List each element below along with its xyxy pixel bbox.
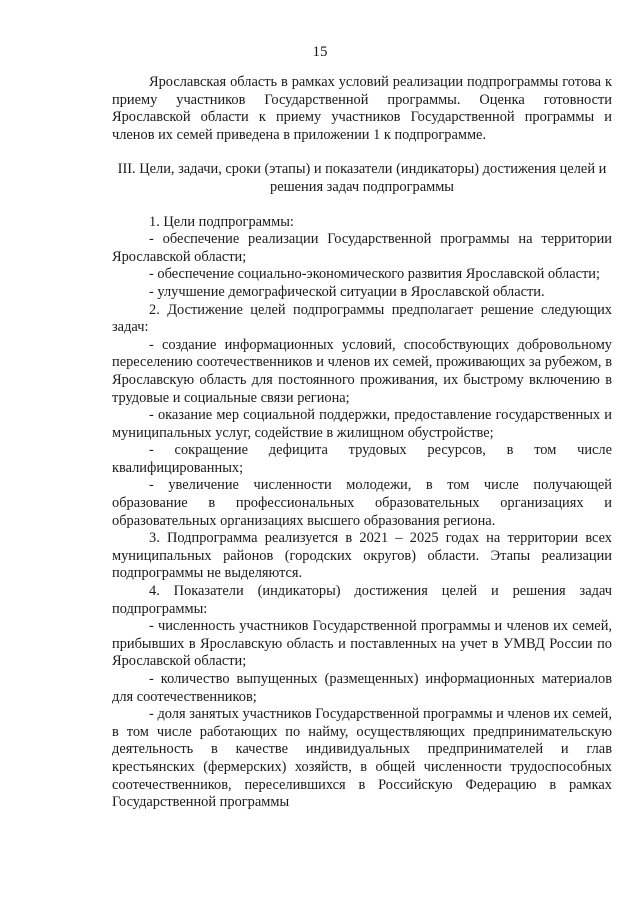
paragraph-region-readiness: Ярославская область в рамках условий реализации подпрограммы готова к приему участников Государственной программы. Оценка готовности Ярославской области к приему участников Государственной программы и членов их семей приведена в приложении 1 к подпрограмме. <box>112 74 612 143</box>
section-heading: III. Цели, задачи, сроки (этапы) и показатели (индикаторы) достижения целей и решения задач подпрограммы <box>117 161 607 195</box>
task-item: - увеличение численности молодежи, в том числе получающей образование в профессиональных образовательных организациях и образовательных организациях высшего образования региона. <box>112 477 612 529</box>
paragraph-implementation-period: 3. Подпрограмма реализуется в 2021 – 2025 годах на территории всех муниципальных районов (городских округов) области. Этапы реализации подпрограммы не выделяются. <box>112 530 612 582</box>
paragraph-tasks-title: 2. Достижение целей подпрограммы предполагает решение следующих задач: <box>112 301 612 336</box>
paragraph-indicators-title: 4. Показатели (индикаторы) достижения целей и решения задач подпрограммы: <box>112 583 612 617</box>
goal-item: - улучшение демографической ситуации в Ярославской области. <box>149 283 545 300</box>
task-item: - оказание мер социальной поддержки, предоставление государственных и муниципальных услуг, содействие в жилищном обустройстве; <box>112 407 612 441</box>
goal-item: - обеспечение реализации Государственной программы на территории Ярославской области; <box>112 231 612 265</box>
indicator-item: - доля занятых участников Государственной программы и членов их семей, в том числе работающих по найму, осуществляющих предпринимательскую деятельность в качестве индивидуальных предпринимателей и глав крестьянских (фермерских) хозяйств, в общей численности трудоспособных соотечественников, переселившихся в Российскую Федерацию в рамках Государственной программы <box>112 706 612 811</box>
page-number: 15 <box>312 44 328 60</box>
document-body <box>112 74 612 812</box>
task-item: - создание информационных условий, способствующих добровольному переселению соотечественников и членов их семей, проживающих за рубежом, в Ярославскую область для постоянного проживания, их быстрому включению в трудовые и социальные связи региона; <box>112 336 612 406</box>
goal-item: - обеспечение социально-экономического развития Ярославской области; <box>149 266 600 283</box>
indicator-item: - количество выпущенных (размещенных) информационных материалов для соотечественников; <box>112 671 612 705</box>
indicator-item: - численность участников Государственной программы и членов их семей, прибывших в Ярославскую область и поставленных на учет в УМВД России по Ярославской области; <box>112 618 612 670</box>
paragraph-goals-title: 1. Цели подпрограммы: <box>149 213 294 230</box>
task-item: - сокращение дефицита трудовых ресурсов, в том числе квалифицированных; <box>112 442 612 476</box>
